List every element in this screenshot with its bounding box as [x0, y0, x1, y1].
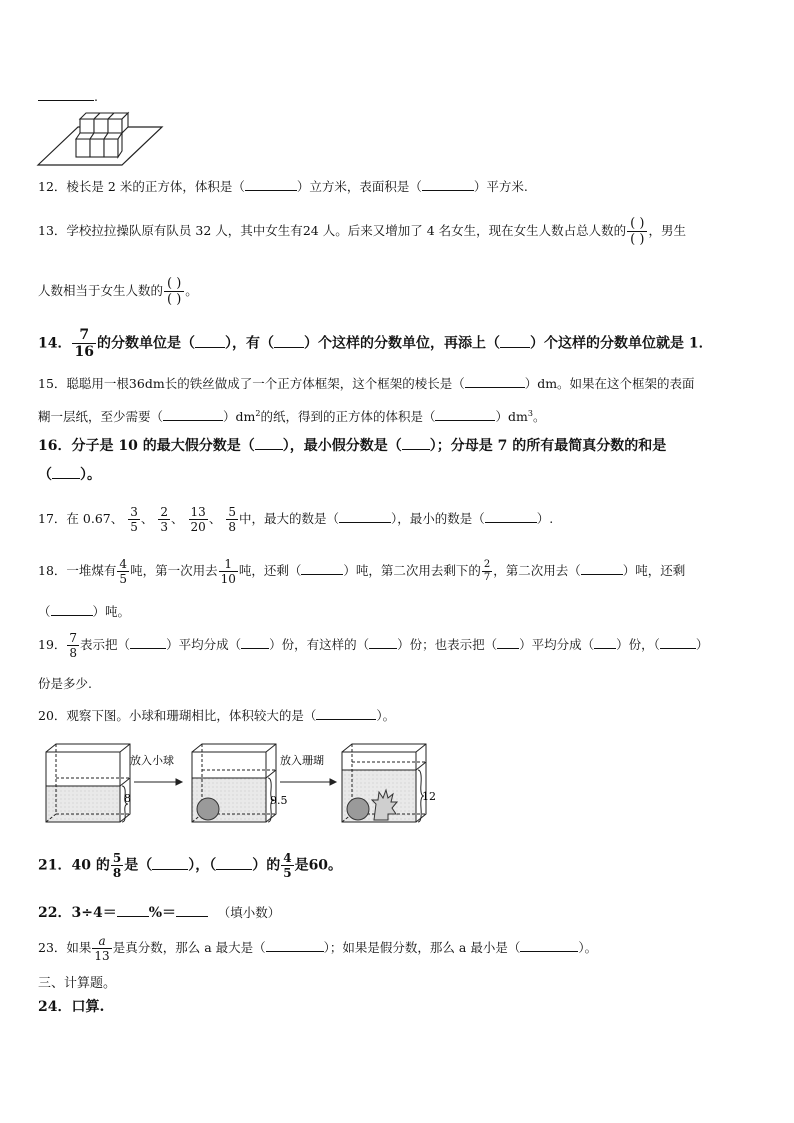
- answer-fraction[interactable]: $\frac{( )}{( )}$: [627, 216, 647, 247]
- fraction: $\frac{13}{20}$: [190, 505, 206, 534]
- question-24: 24．口算.: [38, 999, 105, 1015]
- answer-blank[interactable]: [316, 707, 376, 720]
- water-tank-figure: [36, 738, 456, 830]
- question-16: 16．分子是 10 的最大假分数是（ ），最小假分数是（ ）；分母是 7 的所有最简真分数的和是: [38, 438, 667, 454]
- answer-blank[interactable]: [241, 636, 269, 649]
- fraction: $\frac{2}{7}$: [483, 559, 491, 583]
- answer-blank[interactable]: [266, 939, 324, 952]
- question-13: 13．学校拉拉操队原有队员 32 人，其中女生有24 人。后来又增加了 4 名女生，现在女生人数占总人数的 $\frac{( )}{( )}$ ，男生: [38, 216, 686, 247]
- fraction: $\frac{4}{5}$: [283, 851, 292, 880]
- answer-blank[interactable]: [195, 335, 225, 348]
- answer-blank[interactable]: [422, 178, 474, 191]
- answer-blank[interactable]: [520, 939, 578, 952]
- answer-blank[interactable]: [660, 636, 696, 649]
- question-19-line2: 份是多少.: [38, 676, 92, 691]
- question-23: 23．如果 $\frac{a}{13}$ 是真分数，那么 a 最大是（ ）；如果是假分数，那么 a 最小是（ ）。: [38, 934, 598, 963]
- answer-blank[interactable]: [274, 335, 304, 348]
- question-18: 18．一堆煤有 $\frac{4}{5}$ 吨，第一次用去 $\frac{1}{10}$ 吨，还剩（ ）吨，第二次用去剩下的 $\frac{2}{7}$ ，第二次用去（ ）吨，还剩: [38, 557, 686, 586]
- question-18-line2: （ ）吨。: [38, 604, 131, 619]
- question-19: 19． $\frac{7}{8}$ 表示把（ ）平均分成（ ）份，有这样的（ ）份；也表示把（ ）平均分成（ ）份，（ ）: [38, 631, 709, 660]
- answer-blank[interactable]: [369, 636, 397, 649]
- question-22: 22．3÷4＝ %＝ （填小数）: [38, 905, 281, 921]
- cube-stack-figure: [36, 105, 164, 169]
- fraction: $\frac{3}{5}$: [130, 505, 138, 534]
- fraction: $\frac{7}{16}$: [74, 327, 94, 360]
- arrow-label-coral: 放入珊瑚: [280, 754, 324, 767]
- answer-blank[interactable]: [163, 408, 223, 421]
- fraction: $\frac{5}{8}$: [228, 505, 236, 534]
- answer-blank[interactable]: [52, 466, 80, 479]
- water-height-3: 12: [422, 790, 436, 803]
- fraction: $\frac{a}{13}$: [94, 934, 110, 963]
- answer-blank[interactable]: [485, 510, 537, 523]
- answer-blank[interactable]: [581, 562, 623, 575]
- answer-fraction[interactable]: $\frac{( )}{( )}$: [164, 276, 184, 307]
- q11-answer: .: [38, 88, 98, 105]
- water-height-2: 9.5: [270, 794, 288, 807]
- fraction: $\frac{2}{3}$: [160, 505, 169, 534]
- fraction: $\frac{1}{10}$: [220, 557, 236, 586]
- water-height-1: 8: [124, 792, 131, 805]
- answer-blank: [38, 88, 94, 101]
- fraction: $\frac{4}{5}$: [119, 557, 128, 586]
- answer-blank[interactable]: [176, 904, 208, 917]
- answer-blank[interactable]: [130, 636, 166, 649]
- question-13-line2: 人数相当于女生人数的 $\frac{( )}{( )}$ 。: [38, 276, 198, 307]
- answer-blank[interactable]: [245, 178, 297, 191]
- question-15-line2: 糊一层纸，至少需要（ ）$dm^2$的纸，得到的正方体的体积是（ ）$dm^3$。: [38, 409, 546, 425]
- arrow-label-ball: 放入小球: [130, 754, 174, 767]
- question-16-line2: （ ）。: [38, 467, 101, 483]
- answer-blank[interactable]: [216, 857, 252, 870]
- fraction: $\frac{7}{8}$: [69, 631, 78, 660]
- question-21: 21．40 的 $\frac{5}{8}$ 是（ ），（ ）的 $\frac{4}{5}$ 是60。: [38, 851, 343, 880]
- question-15: 15．聪聪用一根36dm长的铁丝做成了一个正方体框架，这个框架的棱长是（ ）dm。如果在这个框架的表面: [38, 376, 695, 391]
- answer-blank[interactable]: [51, 603, 93, 616]
- answer-blank[interactable]: [497, 636, 519, 649]
- answer-blank[interactable]: [301, 562, 343, 575]
- answer-blank[interactable]: [339, 510, 391, 523]
- answer-blank[interactable]: [152, 857, 188, 870]
- answer-blank[interactable]: [117, 904, 149, 917]
- answer-blank[interactable]: [500, 335, 530, 348]
- question-12: 12．棱长是 2 米的正方体，体积是（ ）立方米，表面积是（ ）平方米.: [38, 179, 528, 194]
- answer-blank[interactable]: [465, 375, 525, 388]
- section-heading: 三、计算题。: [38, 976, 117, 991]
- question-20: 20．观察下图。小球和珊瑚相比，体积较大的是（ ）。: [38, 708, 396, 723]
- question-17: 17．在 0.67、 $\frac{3}{5}$ 、 $\frac{2}{3}$ 、 $\frac{13}{20}$ 、 $\frac{5}{8}$ 中，最大的数是（ ），最小的数是（ ）.: [38, 505, 554, 534]
- answer-blank[interactable]: [402, 437, 430, 450]
- answer-blank[interactable]: [594, 636, 616, 649]
- answer-blank[interactable]: [435, 408, 495, 421]
- question-14: 14． $\frac{7}{16}$ 的分数单位是（ ），有（ ）个这样的分数单位，再添上（ ）个这样的分数单位就是 1．: [38, 327, 713, 360]
- fraction: $\frac{5}{8}$: [112, 851, 122, 880]
- answer-blank[interactable]: [255, 437, 283, 450]
